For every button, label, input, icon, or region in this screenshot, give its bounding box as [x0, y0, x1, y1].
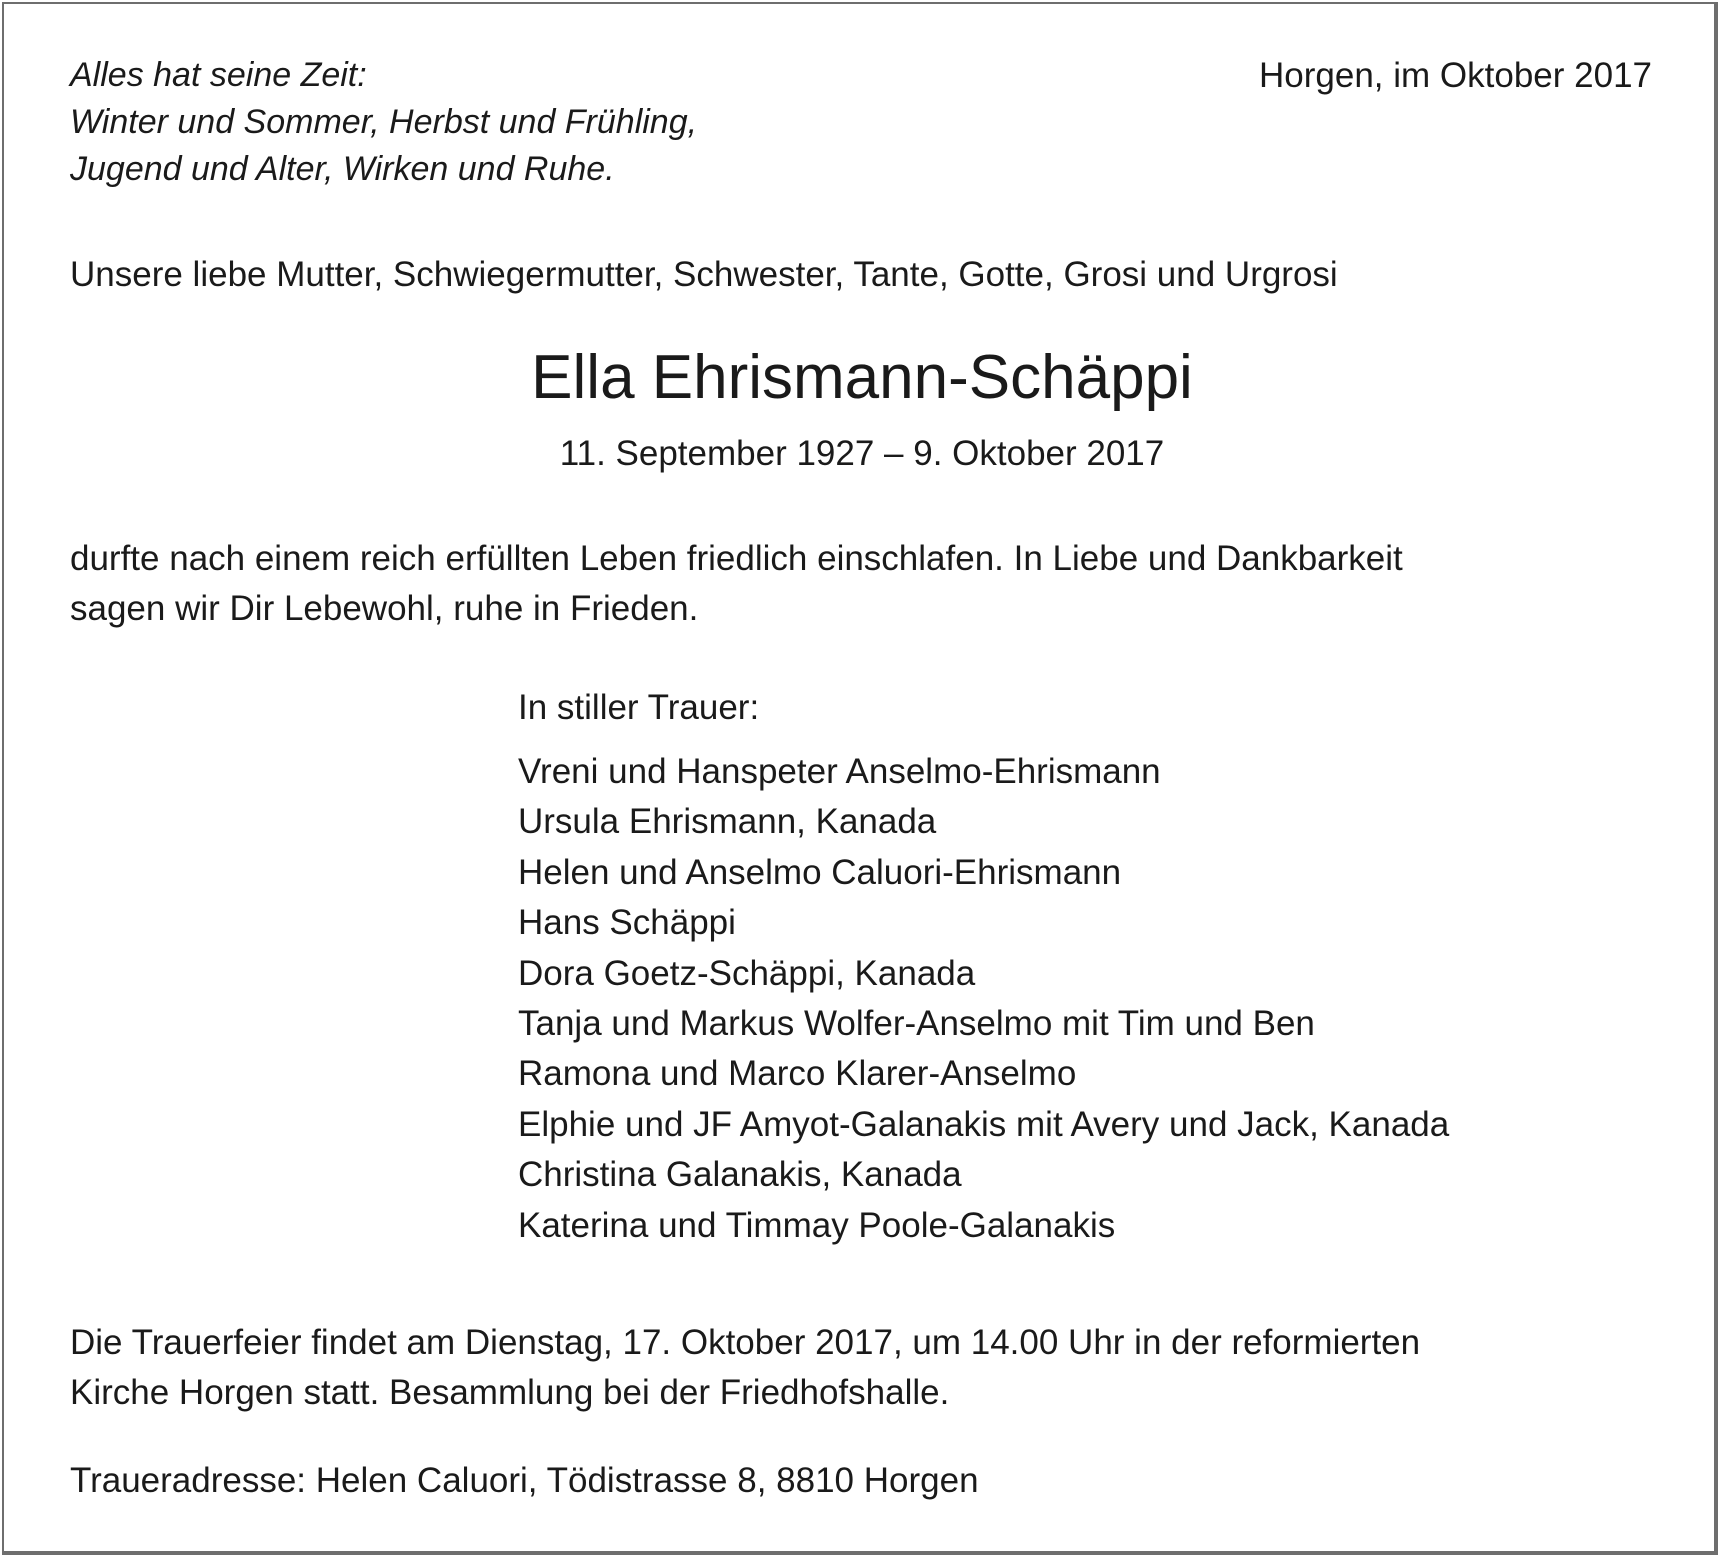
mourner-entry: Ramona und Marco Klarer-Anselmo: [518, 1054, 1077, 1094]
farewell-message: [70, 534, 1403, 634]
mourners-list: [518, 747, 1449, 1251]
ceremony-line: Die Trauerfeier findet am Dienstag, 17. Oktober 2017, um 14.00 Uhr in der reformierten: [70, 1323, 1421, 1362]
mourner-entry: Christina Galanakis, Kanada: [518, 1155, 962, 1195]
mourner-entry: Dora Goetz-Schäppi, Kanada: [518, 953, 976, 993]
mourner-entry: Hans Schäppi: [518, 903, 736, 943]
life-dates: 11. September 1927 – 9. Oktober 2017: [559, 434, 1165, 473]
message-line: sagen wir Dir Lebewohl, ruhe in Frieden.: [70, 589, 699, 628]
motto-line: Winter und Sommer, Herbst und Frühling,: [70, 103, 698, 141]
mourner-entry: Helen und Anselmo Caluori-Ehrismann: [518, 852, 1122, 892]
intro-line: Unsere liebe Mutter, Schwiegermutter, Schwester, Tante, Gotte, Grosi und Urgrosi: [70, 255, 1338, 294]
ceremony-line: Kirche Horgen statt. Besammlung bei der Friedhofshalle.: [70, 1373, 950, 1412]
ceremony-info: [70, 1318, 1420, 1418]
motto-line: Jugend und Alter, Wirken und Ruhe.: [70, 150, 615, 188]
mourning-heading: In stiller Trauer:: [518, 688, 760, 727]
motto-verse: [70, 52, 697, 193]
mourner-entry: Ursula Ehrismann, Kanada: [518, 802, 937, 842]
deceased-name: Ella Ehrismann-Schäppi: [531, 343, 1193, 412]
message-line: durfte nach einem reich erfüllten Leben friedlich einschlafen. In Liebe und Dankbarkeit: [70, 539, 1403, 578]
mourner-entry: Vreni und Hanspeter Anselmo-Ehrismann: [518, 752, 1161, 791]
mourner-entry: Elphie und JF Amyot-Galanakis mit Avery und Jack, Kanada: [518, 1104, 1450, 1144]
mourner-entry: Katerina und Timmay Poole-Galanakis: [518, 1205, 1116, 1245]
mourner-entry: Tanja und Markus Wolfer-Anselmo mit Tim und Ben: [518, 1004, 1315, 1044]
motto-line: Alles hat seine Zeit:: [70, 56, 367, 94]
place-date: Horgen, im Oktober 2017: [1259, 56, 1652, 95]
mourning-address: Traueradresse: Helen Caluori, Tödistrasse 8, 8810 Horgen: [70, 1461, 979, 1500]
